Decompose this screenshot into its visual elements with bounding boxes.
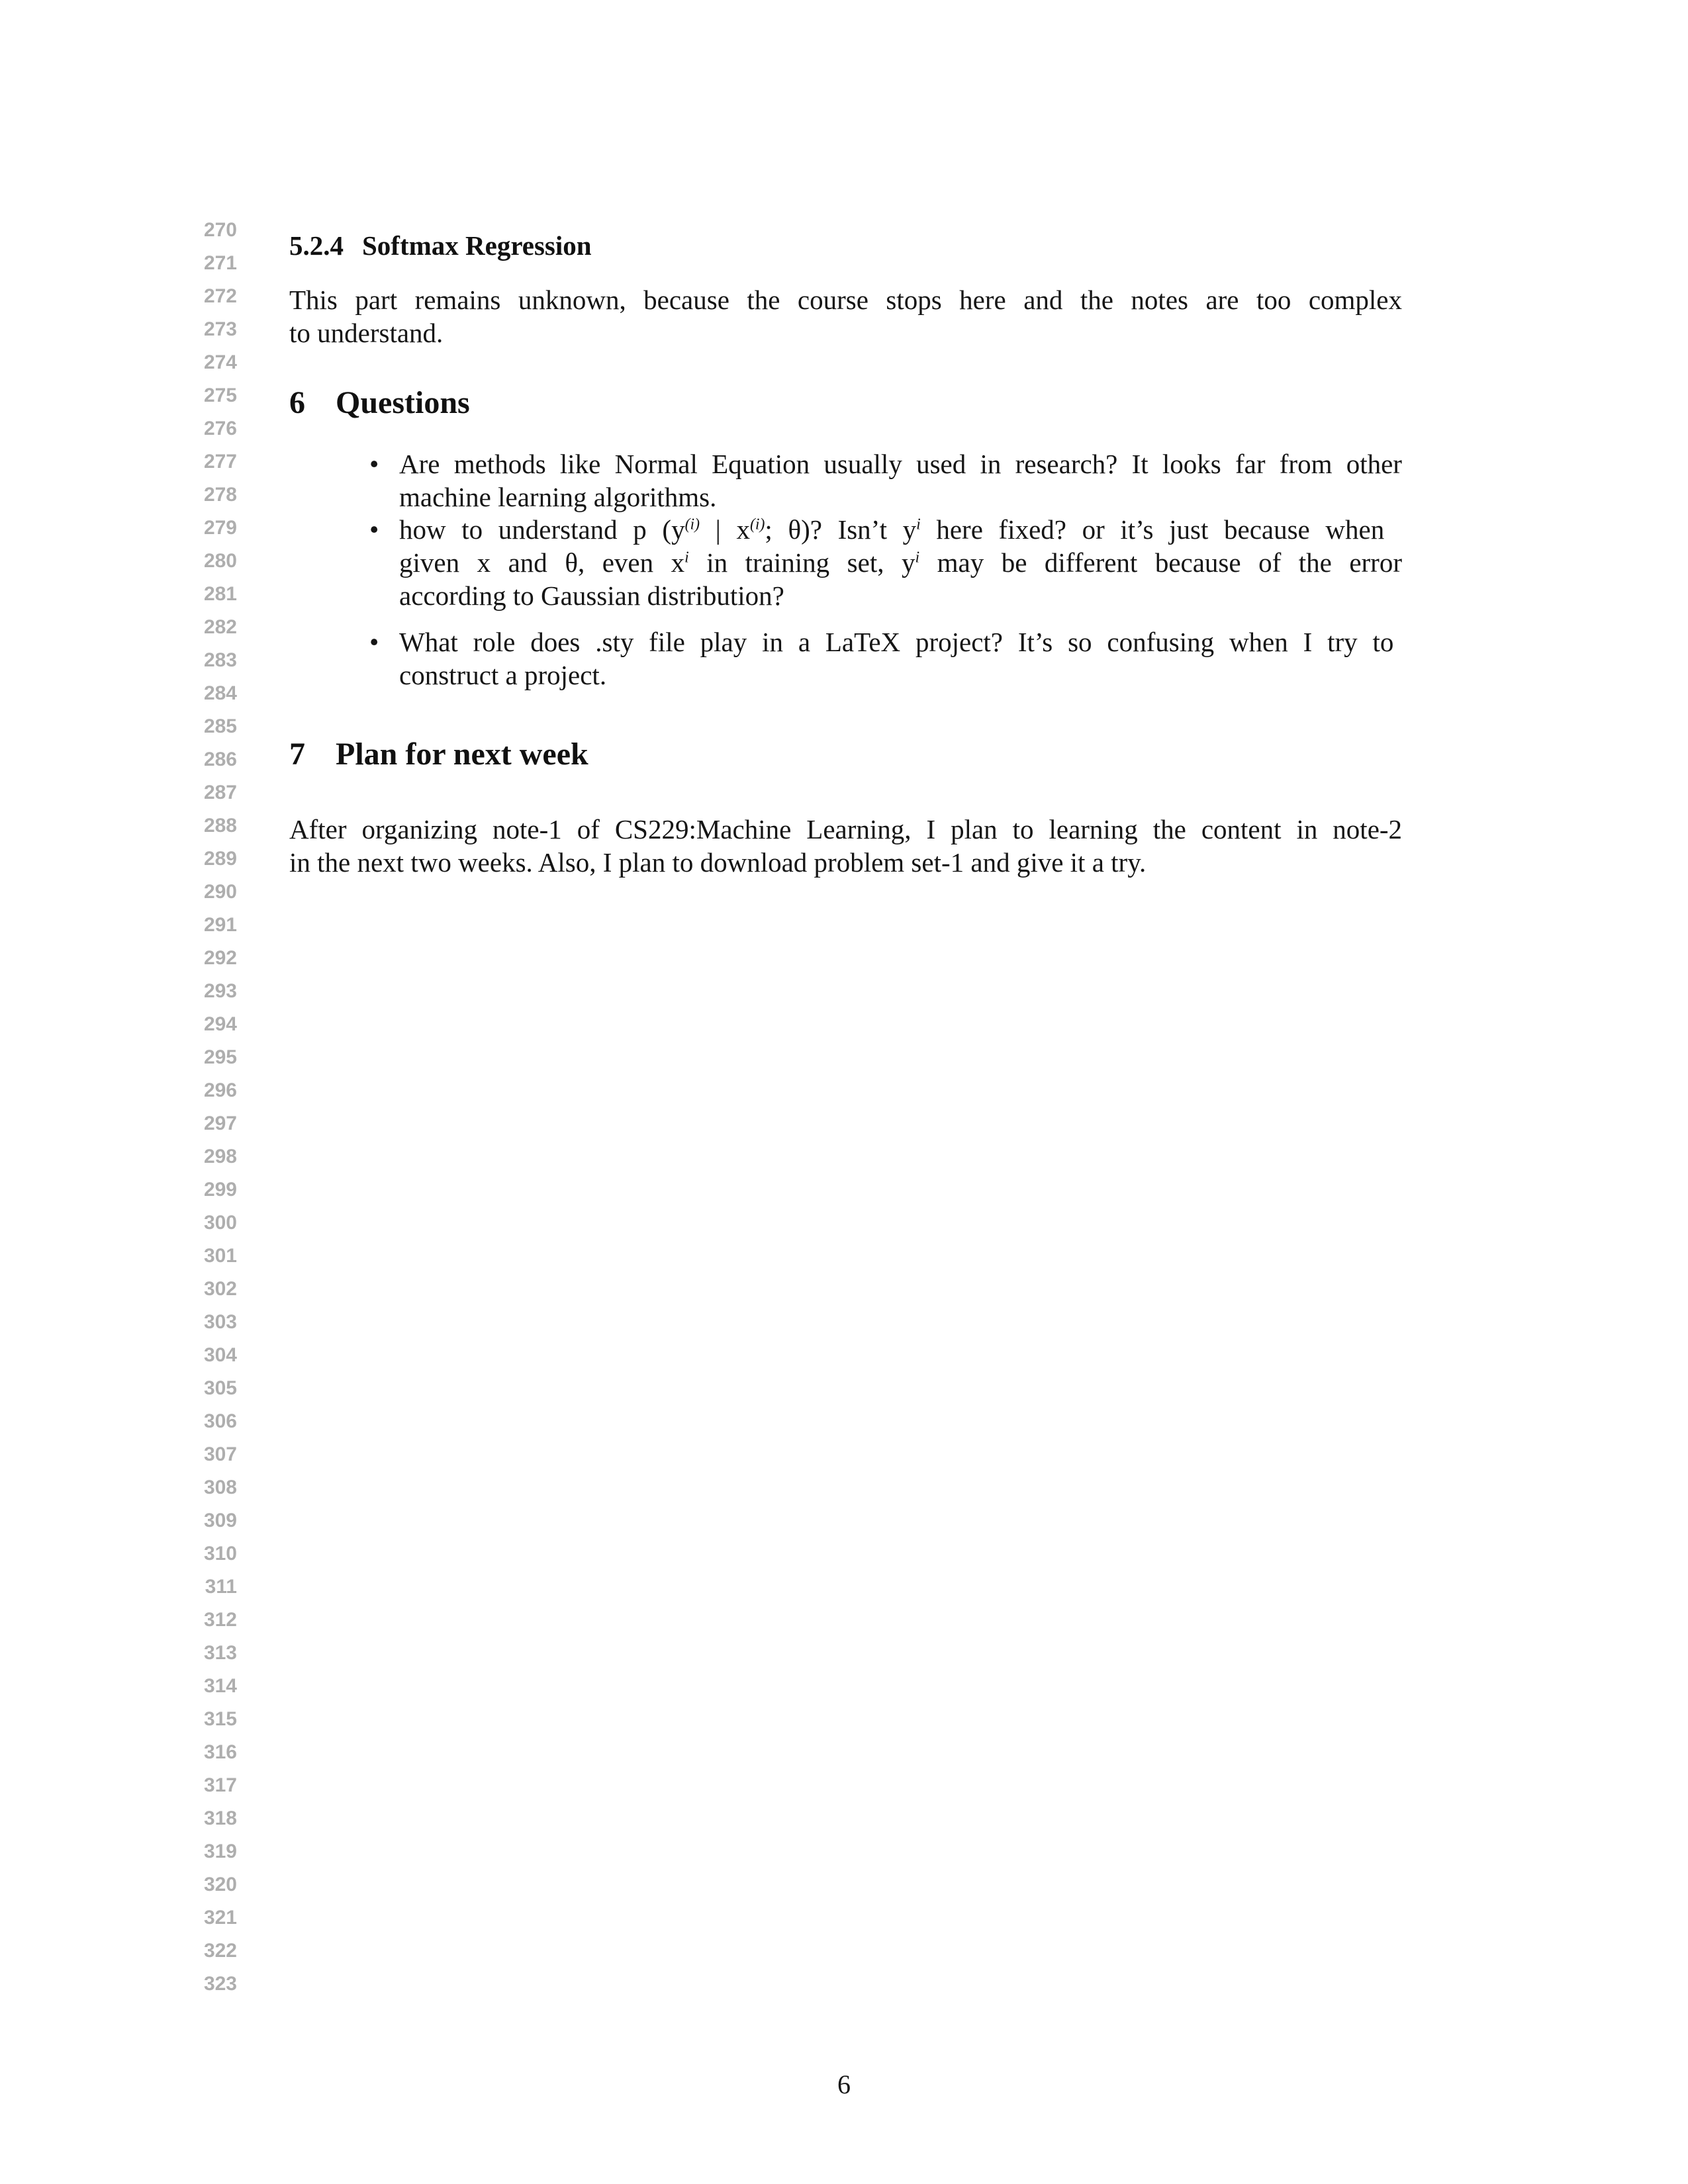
line-number: 280: [203, 550, 237, 572]
subsubsection-title: Softmax Regression: [362, 230, 592, 261]
line-number: 272: [203, 285, 237, 307]
line-number: 301: [203, 1245, 237, 1267]
text-run: may be different because of the error: [919, 547, 1402, 578]
line-number: 302: [203, 1278, 237, 1300]
superscript: i: [684, 549, 689, 567]
line-number: 289: [203, 848, 237, 870]
text-run: how to understand p (y: [399, 514, 685, 545]
superscript: (i): [749, 516, 765, 533]
line-number: 279: [203, 517, 237, 539]
line-number: 294: [203, 1013, 237, 1035]
text-run: given x and θ, even x: [399, 547, 685, 578]
superscript: i: [916, 516, 921, 533]
bullet-item-line: [399, 625, 1402, 659]
line-number: 287: [203, 782, 237, 803]
superscript: (i): [684, 516, 700, 533]
line-number: 319: [203, 1841, 237, 1862]
paragraph-line: [289, 316, 1402, 349]
line-number: 283: [203, 649, 237, 671]
line-number: 278: [203, 484, 237, 506]
line-number: 303: [203, 1311, 237, 1333]
line-number: 288: [203, 815, 237, 837]
paragraph-line: [289, 846, 1402, 879]
bullet-item-line: [399, 447, 1402, 480]
line-number: 295: [203, 1046, 237, 1068]
line-number: 273: [203, 318, 237, 340]
section-title: Questions: [336, 385, 470, 420]
line-number: 316: [203, 1741, 237, 1763]
subsubsection-heading: [289, 229, 592, 262]
line-number: 321: [203, 1907, 237, 1929]
text-line: [399, 514, 1384, 545]
line-number: 281: [203, 583, 237, 605]
text-line: in the next two weeks. Also, I plan to download problem set-1 and give it a try.: [289, 847, 1147, 878]
bullet-icon: •: [369, 627, 379, 657]
line-number: 290: [203, 881, 237, 903]
line-number: 282: [203, 616, 237, 638]
line-number: 284: [203, 682, 237, 704]
line-number: 297: [203, 1113, 237, 1134]
text-line: machine learning algorithms.: [399, 482, 717, 512]
text-line: construct a project.: [399, 660, 607, 690]
page-number: 6: [837, 2070, 851, 2099]
line-number: 317: [203, 1774, 237, 1796]
bullet-item-line: [399, 480, 1402, 514]
text-line: After organizing note-1 of CS229:Machine Learning, I plan to learning the content in note-2: [289, 814, 1403, 844]
line-number: 293: [203, 980, 237, 1002]
line-number: 308: [203, 1477, 237, 1498]
subsubsection-number: 5.2.4: [289, 230, 344, 261]
line-number: 314: [203, 1675, 237, 1697]
line-number: 286: [203, 749, 237, 770]
text-run: | x: [700, 514, 750, 545]
line-number: 322: [203, 1940, 237, 1962]
text-line: to understand.: [289, 318, 444, 348]
section-title: Plan for next week: [336, 737, 588, 772]
line-number: 271: [203, 252, 237, 274]
line-number: 305: [203, 1377, 237, 1399]
line-number: 285: [203, 715, 237, 737]
text-line: This part remains unknown, because the course stops here and the notes are too complex: [289, 285, 1402, 315]
text-line: according to Gaussian distribution?: [399, 580, 784, 611]
line-number: 309: [203, 1510, 237, 1531]
text-run: in training set, y: [688, 547, 915, 578]
line-number: 276: [203, 418, 237, 439]
line-number: 277: [203, 451, 237, 473]
section-heading-plan: [289, 736, 588, 773]
bullet-item-line: [399, 546, 1402, 579]
section-number: 7: [289, 737, 305, 772]
line-number: 275: [203, 385, 237, 406]
line-number: 274: [203, 351, 237, 373]
line-number: 307: [203, 1443, 237, 1465]
line-number: 304: [203, 1344, 237, 1366]
line-number: 300: [203, 1212, 237, 1234]
line-number: 320: [203, 1874, 237, 1895]
line-number: 292: [203, 947, 237, 969]
line-number: 318: [203, 1807, 237, 1829]
line-number: 313: [203, 1642, 237, 1664]
text-line: [399, 547, 1402, 578]
bullet-item-line: [399, 579, 1402, 612]
line-number: 298: [203, 1146, 237, 1167]
line-number: 310: [203, 1543, 237, 1565]
superscript: i: [915, 549, 920, 567]
bullet-icon: •: [369, 514, 379, 545]
line-number: 312: [203, 1609, 237, 1631]
paragraph-line: [289, 283, 1402, 316]
line-number: 323: [203, 1973, 237, 1995]
section-number: 6: [289, 385, 305, 420]
section-heading-questions: [289, 385, 470, 422]
bullet-item-line: [399, 659, 1402, 692]
text-line: What role does .sty file play in a LaTeX project? It’s so confusing when I try to: [399, 627, 1394, 657]
line-number: 291: [203, 914, 237, 936]
paragraph-line: [289, 813, 1402, 846]
text-line: Are methods like Normal Equation usually used in research? It looks far from other: [399, 449, 1402, 479]
bullet-item-line: [399, 513, 1402, 546]
line-number: 299: [203, 1179, 237, 1201]
line-number: 311: [205, 1576, 237, 1598]
line-number: 270: [203, 219, 237, 241]
line-number: 296: [203, 1079, 237, 1101]
text-run: ; θ)? Isn’t y: [765, 514, 917, 545]
line-number: 315: [203, 1708, 237, 1730]
line-number: 306: [203, 1410, 237, 1432]
bullet-icon: •: [369, 449, 379, 479]
text-run: here fixed? or it’s just because when: [920, 514, 1385, 545]
